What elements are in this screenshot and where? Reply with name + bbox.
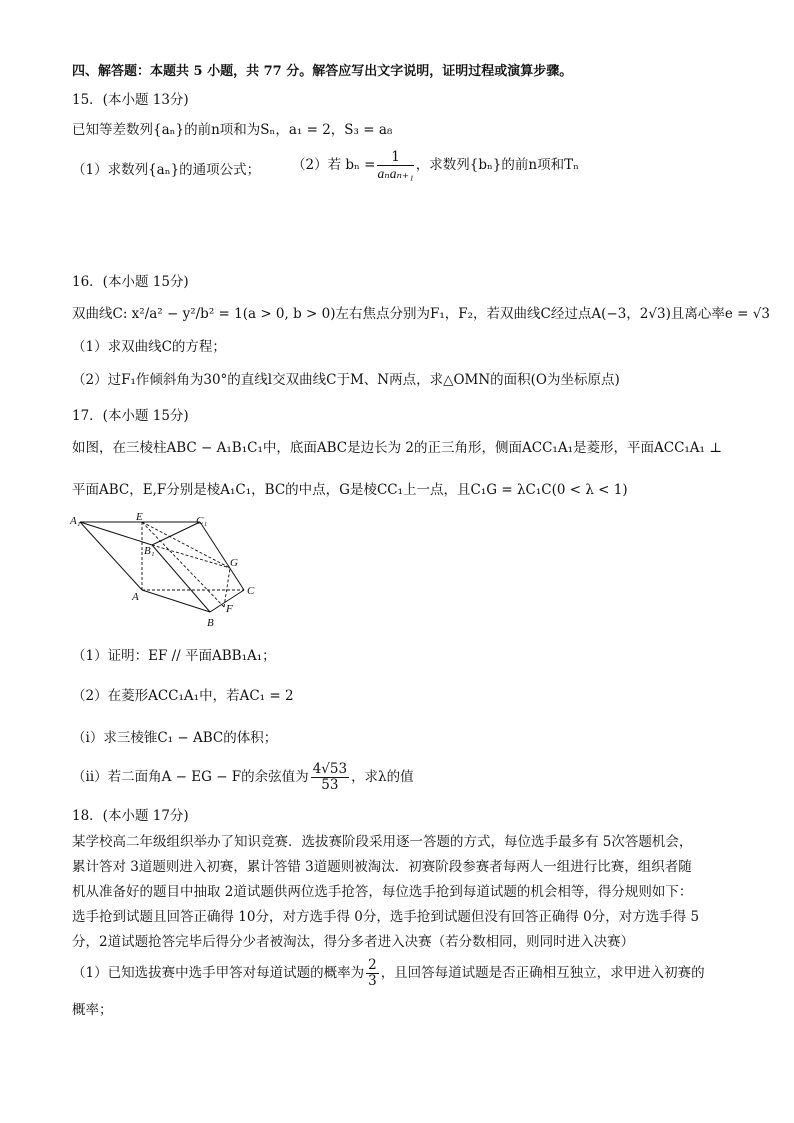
q18-header: 18．(本小题 17分) bbox=[72, 808, 189, 824]
q16-header: 16．(本小题 15分) bbox=[72, 274, 189, 290]
q17-stem-line2: 平面ABC，E,F分别是棱A₁C₁，BC的中点，G是棱CC₁上一点，且C₁G = λC₁C(0 < λ < 1) bbox=[72, 482, 628, 498]
q17-fraction-den: 53 bbox=[321, 777, 339, 793]
q17-sub2-lead: （ⅱ）若二面角A − EG − F的余弦值为 bbox=[72, 769, 309, 785]
q15-stem: 已知等差数列{aₙ}的前n项和为Sₙ，a₁ = 2，S₃ = a₈ bbox=[72, 122, 393, 138]
q16-part2: （2）过F₁作倾斜角为30°的直线l交双曲线C于M、N两点，求△OMN的面积(O为坐标原点) bbox=[72, 372, 620, 388]
q18-part1-lead: （1）已知选拔赛中选手甲答对每道试题的概率为 bbox=[72, 965, 365, 981]
q17-sub2-tail: ，求λ的值 bbox=[351, 769, 414, 785]
q17-fraction bbox=[311, 762, 349, 793]
q18-para-line2: 累计答对 3道题则进入初赛，累计答错 3道题则被淘汰．初赛阶段参赛者每两人一组进行比赛，组织者随 bbox=[72, 859, 692, 875]
q18-part1-tail: ，且回答每道试题是否正确相互独立，求甲进入初赛的 bbox=[380, 965, 705, 981]
label-a1: A₁ bbox=[70, 515, 81, 527]
q18-para-line5: 分，2道试题抢答完毕后得分少者被淘汰，得分多者进入决赛（若分数相同，则同时进入决赛） bbox=[72, 934, 635, 950]
q17-sub2 bbox=[72, 762, 414, 793]
label-a: A bbox=[132, 591, 139, 603]
q15-part2 bbox=[292, 150, 579, 181]
q18-part1 bbox=[72, 958, 705, 989]
q17-sub1: （ⅰ）求三棱锥C₁ − ABC的体积； bbox=[72, 730, 278, 746]
edge-c1-c bbox=[200, 522, 244, 590]
q18-fraction bbox=[366, 958, 379, 989]
q17-stem-line1: 如图，在三棱柱ABC − A₁B₁C₁中，底面ABC是边长为 2的正三角形，侧面ACC₁A₁是菱形，平面ACC₁A₁ ⊥ bbox=[72, 440, 722, 456]
q15-fraction-num: 1 bbox=[377, 150, 413, 166]
q18-fraction-num: 2 bbox=[368, 957, 377, 973]
edge-b1-c1 bbox=[152, 522, 200, 545]
edge-b1-b bbox=[152, 545, 210, 612]
line-b1-g bbox=[152, 545, 230, 568]
label-b: B bbox=[207, 617, 214, 629]
q18-para-line1: 某学校高二年级组织举办了知识竞赛．选拔赛阶段采用逐一答题的方式，每位选手最多有 5次答题机会， bbox=[72, 834, 693, 850]
q15-part2-tail: ，求数列{bₙ}的前n项和Tₙ bbox=[415, 157, 579, 173]
q15-part2-lead: （2）若 bₙ = bbox=[292, 157, 376, 173]
q15-fraction bbox=[377, 150, 413, 181]
q15-part1: （1）求数列{aₙ}的通项公式； bbox=[72, 162, 261, 178]
q18-part1-cont: 概率； bbox=[72, 1002, 113, 1018]
q16-part1: （1）求双曲线C的方程； bbox=[72, 339, 226, 355]
q17-part1: （1）证明：EF // 平面ABB₁A₁； bbox=[72, 648, 276, 664]
q18-fraction-den: 3 bbox=[368, 973, 377, 989]
label-b1: B₁ bbox=[144, 545, 155, 557]
q17-header: 17．(本小题 15分) bbox=[72, 408, 189, 424]
q18-para-line4: 选手抢到试题且回答正确得 10分，对方选手得 0分，选手抢到试题但没有回答正确得 0分，对方选手得 5 bbox=[72, 909, 700, 925]
section-title: 四、解答题：本题共 5 小题，共 77 分。解答应写出文字说明，证明过程或演算步骤。 bbox=[72, 64, 573, 79]
label-c1: C₁ bbox=[196, 515, 208, 527]
label-f: F bbox=[226, 603, 233, 615]
q18-para-line3: 机从准备好的题目中抽取 2道试题供两位选手抢答，每位选手抢到每道试题的机会相等，得分规则如下： bbox=[72, 884, 693, 900]
label-g: G bbox=[230, 557, 238, 569]
prism-figure bbox=[66, 512, 266, 632]
q17-part2: （2）在菱形ACC₁A₁中，若AC₁ = 2 bbox=[72, 688, 294, 704]
edge-a-b bbox=[142, 590, 210, 612]
q16-stem: 双曲线C: x²/a² − y²/b² = 1(a > 0, b > 0)左右焦点分别为F₁，F₂，若双曲线C经过点A(−3，2√3)且离心率e = √3 bbox=[72, 306, 770, 322]
q15-header: 15．(本小题 13分) bbox=[72, 92, 189, 108]
label-c: C bbox=[247, 585, 255, 597]
q15-fraction-den: aₙaₙ₊₁ bbox=[377, 166, 414, 181]
label-e: E bbox=[136, 512, 143, 523]
q17-fraction-num: 4√53 bbox=[312, 761, 348, 777]
